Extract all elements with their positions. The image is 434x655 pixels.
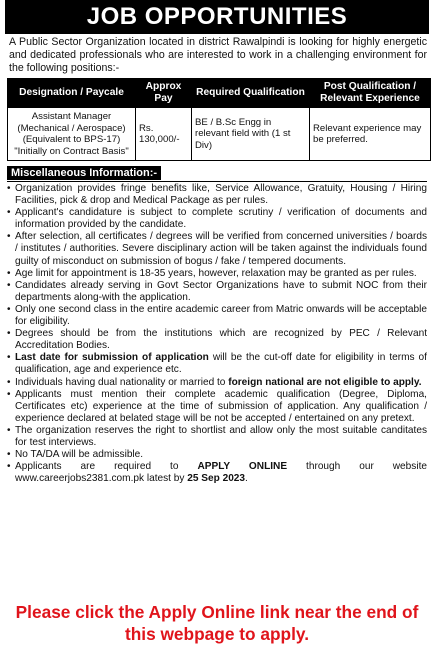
website-text: through our website www.careerjobs2381.com.pk latest by (15, 461, 427, 485)
list-item: • Applicants must mention their complete academic qualification (Degree, Diploma, Certificates etc) experience at the time of submission of application. Any qualification / experience declared at belated stage will be not be accepted / entertained on any pretext. (7, 389, 427, 425)
apply-online-notice: Please click the Apply Online link near the end of this webpage to apply. (15, 602, 419, 644)
jobs-table-header-row (8, 79, 431, 108)
designation-line: Assistant Manager (31, 111, 112, 122)
designation-line: "Initially on Contract Basis" (14, 145, 129, 157)
header-pay: Approx Pay (136, 79, 192, 108)
deadline-end: . (245, 473, 248, 485)
list-item: • Applicant's candidature is subject to complete scrutiny / verification of documents and information provided by the candidate. (7, 207, 427, 231)
table-row (8, 108, 431, 161)
nationality-text: Individuals having dual nationality or married to (15, 376, 229, 388)
cell-pay: Rs. 130,000/- (136, 108, 192, 161)
list-item (7, 377, 427, 389)
list-item: • Only one second class in the entire academic career from Matric onwards will be acceptable for eligibility. (7, 304, 427, 328)
designation-line: (Mechanical / Aerospace) (17, 122, 126, 134)
list-item: • Age limit for appointment is 18-35 years, however, relaxation may be granted as per rules. (7, 268, 427, 280)
last-date-text: will be the cut-off date for eligibility in terms of qualification, age and experience etc. (15, 352, 427, 376)
header-designation: Designation / Paycale (8, 79, 136, 108)
list-item: • Organization provides fringe benefits like, Service Allowance, Gratuity, Housing / Hiring Facilities, pick & drop and Medical Package as per rules. (7, 183, 427, 207)
intro-paragraph: A Public Sector Organization located in district Rawalpindi is looking for highly energetic and dedicated professionals who are interested to work in a challenging environment for the following positions:- (9, 36, 427, 74)
list-item: • No TA/DA will be admissible. (7, 449, 427, 461)
cell-designation (8, 108, 136, 161)
deadline-date: 25 Sep 2023 (187, 473, 246, 485)
list-item (7, 461, 427, 485)
cell-qualification: BE / B.Sc Engg in relevant field with (1 st Div) (192, 108, 310, 161)
list-item: • Degrees should be from the institutions which are recognized by PEC / Relevant Accreditation Bodies. (7, 328, 427, 352)
jobs-table (7, 78, 431, 161)
apply-text: Applicants are required to (15, 461, 198, 473)
list-item: • Candidates already serving in Govt Sector Organizations have to submit NOC from their departments along-with the application. (7, 280, 427, 304)
header-experience: Post Qualification / Relevant Experience (310, 79, 431, 108)
last-date-label: Last date for submission of application (15, 352, 209, 364)
apply-online-label: APPLY ONLINE (197, 461, 288, 473)
header-qualification: Required Qualification (192, 79, 310, 108)
misc-list (7, 183, 427, 485)
cell-experience: Relevant experience may be preferred. (310, 108, 431, 161)
misc-section (7, 181, 427, 485)
list-item (7, 352, 427, 376)
misc-heading: Miscellaneous Information:- (7, 166, 161, 180)
banner-title: JOB OPPORTUNITIES (5, 0, 429, 34)
nationality-bold: foreign national are not eligible to apply. (228, 376, 422, 388)
list-item: • After selection, all certificates / degrees will be verified from concerned universities / boards / institutes / authorities. Severe disciplinary action will be taken against the individuals found guilty of misconduct on submission of bogus / fake / tempered documents. (7, 231, 427, 267)
designation-line: (Equivalent to BPS-17) (22, 134, 121, 145)
list-item: • The organization reserves the right to shortlist and allow only the most suitable canditates for test interviews. (7, 425, 427, 449)
